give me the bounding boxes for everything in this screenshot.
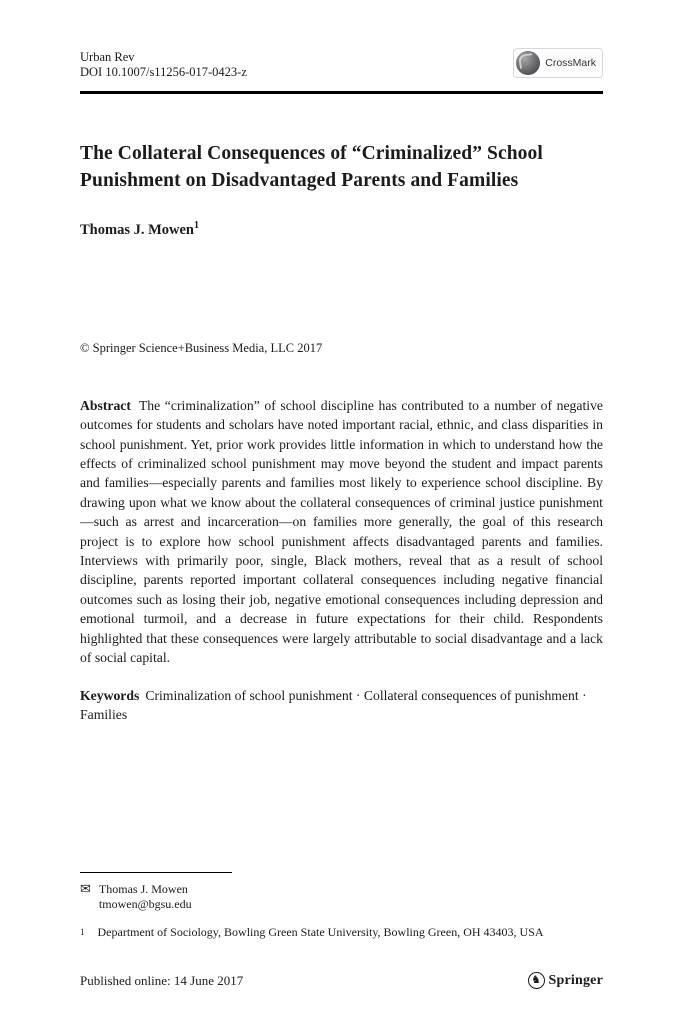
header-rule: [80, 91, 603, 94]
footnote-block: [80, 872, 603, 989]
journal-doi: DOI 10.1007/s11256-017-0423-z: [80, 65, 247, 79]
journal-meta: [80, 50, 247, 80]
correspondent-email[interactable]: tmowen@bgsu.edu: [98, 897, 192, 911]
keywords-paragraph: [80, 686, 603, 725]
page-footer: [80, 972, 603, 989]
journal-name: Urban Rev: [80, 50, 135, 64]
crossmark-icon: [516, 51, 540, 75]
published-online: Published online: 14 June 2017: [80, 972, 244, 988]
copyright-line: © Springer Science+Business Media, LLC 2017: [80, 340, 323, 355]
crossmark-badge[interactable]: [513, 48, 603, 78]
author-affiliation-marker: 1: [194, 220, 199, 231]
abstract-text: The “criminalization” of school discipline has contributed to a number of negative outcomes for students and scholars have noted important racial, ethnic, and class disparities in school punishment. Yet, prior work provides little information in which to understand how the effects of criminalized school punishment may move beyond the student and impact parents and families—especially parents and families most likely to experience school discipline. By drawing upon what we know about the collateral consequences of criminal justice punishment—such as arrest and incarceration—on families more generally, the goal of this research project is to explore how school punishment affects disadvantaged parents and families. Interviews with primarily poor, single, Black mothers, reveal that as a result of school discipline, parents reported important collateral consequences including negative financial outcomes such as losing their job, negative emotional consequences including depression and emotional turmoil, and a decrease in future expectations for their child. Respondents highlighted that these consequences were largely attributable to social disadvantage and a lack of social capital.: [80, 397, 603, 666]
affiliation-marker: 1: [80, 927, 85, 937]
affiliation-text: Department of Sociology, Bowling Green State University, Bowling Green, OH 43403, USA: [97, 925, 544, 939]
springer-knight-icon: ♞: [528, 972, 545, 989]
crossmark-label: CrossMark: [545, 57, 596, 69]
footnote-rule: [80, 872, 232, 873]
article-title: The Collateral Consequences of “Criminalized” School Punishment on Disadvantaged Parents and Families: [80, 143, 543, 191]
keywords-label: Keywords: [80, 687, 140, 703]
correspondence: [80, 882, 603, 912]
abstract-label: Abstract: [80, 397, 131, 413]
author-line: [80, 220, 603, 239]
springer-wordmark: Springer: [548, 972, 603, 988]
keywords-text: Criminalization of school punishment · Collateral consequences of punishment · Families: [80, 687, 587, 722]
springer-logo: [528, 972, 604, 989]
affiliation: [80, 925, 603, 940]
abstract-paragraph: [80, 396, 603, 668]
correspondent-name: Thomas J. Mowen: [98, 882, 188, 896]
author-name: Thomas J. Mowen: [80, 221, 194, 238]
journal-header: [80, 50, 603, 80]
email-icon: ✉: [80, 881, 91, 896]
